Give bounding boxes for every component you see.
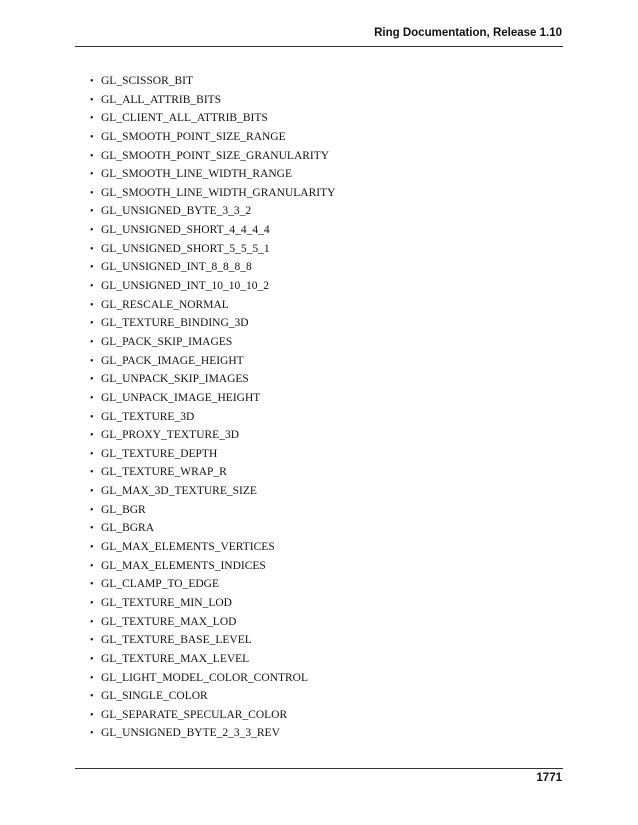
bullet-icon: • xyxy=(90,448,94,460)
list-item xyxy=(90,221,335,240)
constant-name: GL_TEXTURE_MAX_LEVEL xyxy=(101,652,250,665)
list-item xyxy=(90,650,335,669)
constant-name: GL_UNSIGNED_BYTE_2_3_3_REV xyxy=(101,727,280,740)
list-item xyxy=(90,408,335,427)
constant-name: GL_SEPARATE_SPECULAR_COLOR xyxy=(101,708,288,721)
constant-name: GL_PACK_IMAGE_HEIGHT xyxy=(101,354,244,367)
constant-name: GL_LIGHT_MODEL_COLOR_CONTROL xyxy=(101,671,308,684)
bullet-icon: • xyxy=(90,709,94,721)
list-item xyxy=(90,240,335,259)
list-item xyxy=(90,463,335,482)
bullet-icon: • xyxy=(90,225,94,237)
list-item xyxy=(90,687,335,706)
constant-name: GL_TEXTURE_BASE_LEVEL xyxy=(101,634,252,647)
bullet-icon: • xyxy=(90,467,94,479)
constant-name: GL_TEXTURE_WRAP_R xyxy=(101,466,227,479)
list-item xyxy=(90,501,335,520)
list-item xyxy=(90,538,335,557)
constant-name: GL_PROXY_TEXTURE_3D xyxy=(101,429,239,442)
constant-name: GL_TEXTURE_BINDING_3D xyxy=(101,317,249,330)
constant-name: GL_MAX_3D_TEXTURE_SIZE xyxy=(101,485,257,498)
list-item xyxy=(90,631,335,650)
bullet-icon: • xyxy=(90,187,94,199)
list-item xyxy=(90,109,335,128)
bullet-icon: • xyxy=(90,76,94,87)
bullet-icon: • xyxy=(90,262,94,274)
bullet-icon: • xyxy=(90,691,94,703)
bullet-icon: • xyxy=(90,355,94,367)
bullet-icon: • xyxy=(90,131,94,143)
bullet-icon: • xyxy=(90,206,94,218)
bullet-icon: • xyxy=(90,579,94,591)
list-item xyxy=(90,314,335,333)
page-number: 1771 xyxy=(536,772,562,784)
constant-name: GL_UNSIGNED_SHORT_5_5_5_1 xyxy=(101,242,270,255)
bullet-icon: • xyxy=(90,336,94,348)
constant-name: GL_MAX_ELEMENTS_INDICES xyxy=(101,559,266,572)
bullet-icon: • xyxy=(90,523,94,535)
list-item xyxy=(90,91,335,110)
bullet-icon: • xyxy=(90,318,94,330)
list-item xyxy=(90,557,335,576)
bullet-icon: • xyxy=(90,299,94,311)
constant-name: GL_CLAMP_TO_EDGE xyxy=(101,578,219,591)
list-item xyxy=(90,426,335,445)
list-item xyxy=(90,482,335,501)
list-item xyxy=(90,128,335,147)
list-item xyxy=(90,72,335,91)
bullet-icon: • xyxy=(90,374,94,386)
list-item xyxy=(90,352,335,371)
bullet-icon: • xyxy=(90,411,94,423)
footer-divider xyxy=(75,768,563,769)
constant-name: GL_SMOOTH_POINT_SIZE_RANGE xyxy=(101,130,286,143)
bullet-icon: • xyxy=(90,728,94,740)
list-item xyxy=(90,165,335,184)
constant-name: GL_SMOOTH_POINT_SIZE_GRANULARITY xyxy=(101,149,330,162)
list-item xyxy=(90,202,335,221)
list-item xyxy=(90,258,335,277)
list-item xyxy=(90,724,335,743)
constant-name: GL_UNSIGNED_INT_8_8_8_8 xyxy=(101,261,252,274)
constant-name: GL_CLIENT_ALL_ATTRIB_BITS xyxy=(101,112,268,125)
list-item xyxy=(90,706,335,725)
list-item xyxy=(90,147,335,166)
list-item xyxy=(90,389,335,408)
list-item xyxy=(90,613,335,632)
list-item xyxy=(90,594,335,613)
bullet-icon: • xyxy=(90,542,94,554)
bullet-icon: • xyxy=(90,504,94,516)
constant-list xyxy=(90,72,335,743)
constant-name: GL_ALL_ATTRIB_BITS xyxy=(101,93,222,106)
constant-name: GL_SINGLE_COLOR xyxy=(101,690,208,703)
list-item xyxy=(90,184,335,203)
constant-name: GL_UNSIGNED_BYTE_3_3_2 xyxy=(101,205,252,218)
constant-name: GL_UNSIGNED_SHORT_4_4_4_4 xyxy=(101,224,270,237)
constant-name: GL_UNSIGNED_INT_10_10_10_2 xyxy=(101,280,270,293)
constant-name: GL_TEXTURE_3D xyxy=(101,410,195,423)
bullet-icon: • xyxy=(90,560,94,572)
bullet-icon: • xyxy=(90,243,94,255)
constant-name: GL_PACK_SKIP_IMAGES xyxy=(101,335,233,348)
bullet-icon: • xyxy=(90,113,94,125)
constant-name: GL_UNPACK_SKIP_IMAGES xyxy=(101,373,249,386)
bullet-icon: • xyxy=(90,616,94,628)
bullet-icon: • xyxy=(90,281,94,293)
constant-name: GL_UNPACK_IMAGE_HEIGHT xyxy=(101,391,261,404)
constant-name: GL_TEXTURE_DEPTH xyxy=(101,447,218,460)
bullet-icon: • xyxy=(90,672,94,684)
list-item xyxy=(90,575,335,594)
list-item xyxy=(90,296,335,315)
constant-name: GL_SCISSOR_BIT xyxy=(101,75,194,87)
constant-name: GL_SMOOTH_LINE_WIDTH_GRANULARITY xyxy=(101,186,336,199)
bullet-icon: • xyxy=(90,94,94,106)
constant-name: GL_TEXTURE_MAX_LOD xyxy=(101,615,237,628)
list-item xyxy=(90,333,335,352)
bullet-icon: • xyxy=(90,653,94,665)
constant-name: GL_RESCALE_NORMAL xyxy=(101,298,229,311)
constant-name: GL_BGR xyxy=(101,503,146,516)
bullet-icon: • xyxy=(90,392,94,404)
bullet-icon: • xyxy=(90,486,94,498)
constant-name: GL_TEXTURE_MIN_LOD xyxy=(101,596,232,609)
list-item xyxy=(90,519,335,538)
bullet-icon: • xyxy=(90,169,94,181)
bullet-icon: • xyxy=(90,430,94,442)
bullet-icon: • xyxy=(90,597,94,609)
document-title: Ring Documentation, Release 1.10 xyxy=(374,27,562,39)
bullet-icon: • xyxy=(90,635,94,647)
constant-name: GL_BGRA xyxy=(101,522,155,535)
constant-name: GL_SMOOTH_LINE_WIDTH_RANGE xyxy=(101,168,293,181)
bullet-icon: • xyxy=(90,150,94,162)
list-item xyxy=(90,370,335,389)
constant-name: GL_MAX_ELEMENTS_VERTICES xyxy=(101,541,275,554)
list-item xyxy=(90,669,335,688)
list-item xyxy=(90,445,335,464)
list-item xyxy=(90,277,335,296)
header-divider xyxy=(75,46,563,47)
